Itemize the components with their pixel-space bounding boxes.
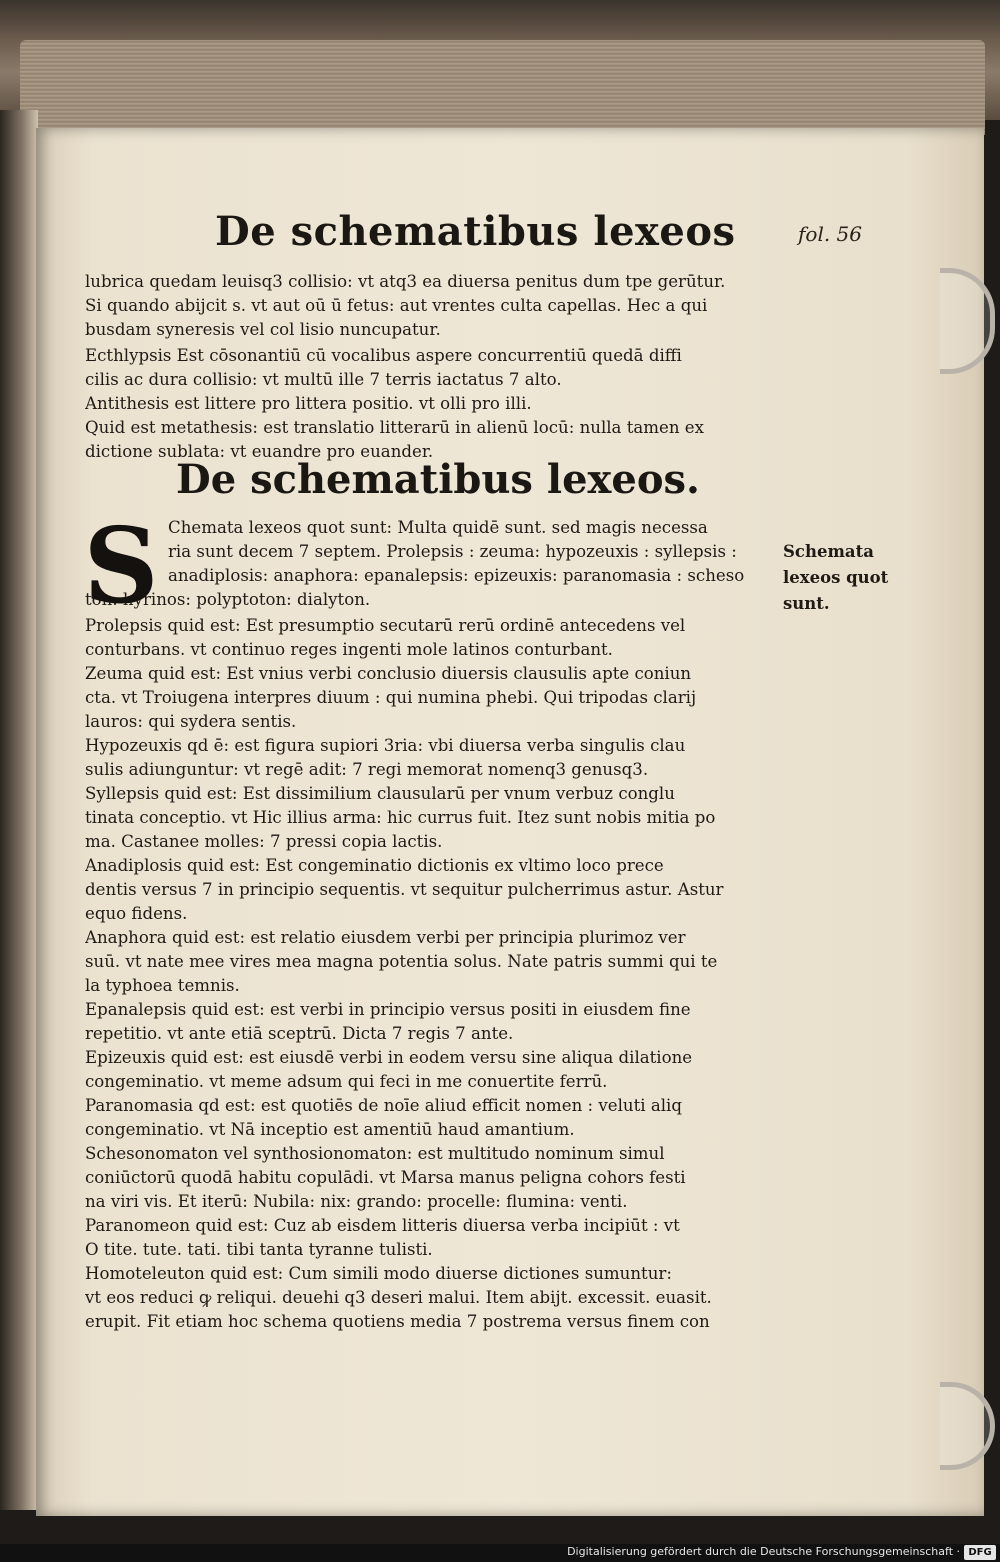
text-line: Quid est metathesis: est translatio litterarū in alienū locū: nulla tamen ex (85, 418, 704, 437)
text-line: Homoteleuton quid est: Cum simili modo diuerse dictiones sumuntur: (85, 1264, 672, 1283)
text-line: Paranomeon quid est: Cuz ab eisdem litteris diuersa verba incipiūt : vt (85, 1216, 680, 1235)
running-head: De schematibus lexeos (215, 208, 736, 255)
text-line: coniūctorū quodā habitu copulādi. vt Marsa manus peligna cohors festi (85, 1168, 686, 1187)
text-line: cilis ac dura collisio: vt multū ille 7 terris iactatus 7 alto. (85, 370, 562, 389)
marginal-note-line: lexeos quot (783, 568, 889, 587)
text-line: busdam syneresis vel col lisio nuncupatur. (85, 320, 441, 339)
page-clip-upper (940, 268, 995, 374)
text-line: dictione sublata: vt euandre pro euander. (85, 442, 434, 461)
text-line: congeminatio. vt Nā inceptio est amentiū haud amantium. (85, 1120, 575, 1139)
marginal-note-line: sunt. (783, 594, 830, 613)
text-line: ton. hyrinos: polyptoton: dialyton. (85, 590, 371, 609)
text-line: sulis adiunguntur: vt regē adit: 7 regi memorat nomenq3 genusq3. (85, 760, 649, 779)
page-block-edge (20, 40, 985, 135)
text-line: dentis versus 7 in principio sequentis. vt sequitur pulcherrimus astur. Astur (85, 880, 724, 899)
text-line: suū. vt nate mee vires mea magna potentia solus. Nate patris summi qui te (85, 952, 718, 971)
text-line: Zeuma quid est: Est vnius verbi conclusio diuersis clausulis apte coniun (85, 664, 692, 683)
text-line: Epizeuxis quid est: est eiusdē verbi in eodem versu sine aliqua dilatione (85, 1048, 693, 1067)
text-line: vt eos reduci ꝙ reliqui. deuehi q3 deseri malui. Item abijt. excessit. euasit. (85, 1288, 712, 1307)
text-line: Hypozeuxis qd ē: est figura supiori 3ria: vbi diuersa verba singulis clau (85, 736, 686, 755)
text-line: erupit. Fit etiam hoc schema quotiens media 7 postrema versus finem con (85, 1312, 710, 1331)
funding-credit: Digitalisierung gefördert durch die Deutsche Forschungsgemeinschaft · (567, 1545, 960, 1558)
text-line: Antithesis est littere pro littera positio. vt olli pro illi. (85, 394, 532, 413)
text-line: Chemata lexeos quot sunt: Multa quidē sunt. sed magis necessa (168, 518, 708, 537)
text-line: Paranomasia qd est: est quotiēs de noīe aliud efficit nomen : veluti aliq (85, 1096, 682, 1115)
text-line: congeminatio. vt meme adsum qui feci in me conuertite ferrū. (85, 1072, 608, 1091)
marginal-note-line: Schemata (783, 542, 874, 561)
section-title: De schematibus lexeos. (176, 456, 700, 503)
text-line: Syllepsis quid est: Est dissimilium clausularū per vnum verbuz conglu (85, 784, 675, 803)
text-line: ria sunt decem 7 septem. Prolepsis : zeuma: hypozeuxis : syllepsis : (168, 542, 737, 561)
text-line: Si quando abijcit s. vt aut oū ū fetus: aut vrentes culta capellas. Hec a qui (85, 296, 708, 315)
decorated-initial: S (83, 504, 159, 627)
text-line: na viri vis. Et iterū: Nubila: nix: grando: procelle: flumina: venti. (85, 1192, 628, 1211)
text-line: lauros: qui sydera sentis. (85, 712, 297, 731)
folio-number: fol. 56 (798, 222, 863, 246)
text-line: Anadiplosis quid est: Est congeminatio dictionis ex vltimo loco prece (85, 856, 664, 875)
text-line: cta. vt Troiugena interpres diuum : qui numina phebi. Qui tripodas clarij (85, 688, 697, 707)
text-line: Epanalepsis quid est: est verbi in principio versus positi in eiusdem fine (85, 1000, 691, 1019)
text-line: ma. Castanee molles: 7 pressi copia lactis. (85, 832, 443, 851)
dfg-logo: DFG (964, 1545, 996, 1560)
page-clip-lower (940, 1382, 995, 1470)
text-line: equo fidens. (85, 904, 188, 923)
text-line: la typhoea temnis. (85, 976, 240, 995)
text-line: Prolepsis quid est: Est presumptio secutarū rerū ordinē antecedens vel (85, 616, 686, 635)
text-line: Schesonomaton vel synthosionomaton: est multitudo nominum simul (85, 1144, 665, 1163)
text-line: conturbans. vt continuo reges ingenti mole latinos conturbant. (85, 640, 613, 659)
facing-page-edge (0, 110, 38, 1510)
text-line: Anaphora quid est: est relatio eiusdem verbi per principia plurimoz ver (85, 928, 686, 947)
text-line: tinata conceptio. vt Hic illius arma: hic currus fuit. Itez sunt nobis mitia po (85, 808, 716, 827)
text-line: O tite. tute. tati. tibi tanta tyranne tulisti. (85, 1240, 433, 1259)
text-line: repetitio. vt ante etiā sceptrū. Dicta 7 regis 7 ante. (85, 1024, 514, 1043)
text-line: Ecthlypsis Est cōsonantiū cū vocalibus aspere concurrentiū quedā diffi (85, 346, 682, 365)
text-line: anadiplosis: anaphora: epanalepsis: epizeuxis: paranomasia : scheso (168, 566, 745, 585)
text-line: lubrica quedam leuisq3 collisio: vt atq3 ea diuersa penitus dum tpe gerūtur. (85, 272, 726, 291)
